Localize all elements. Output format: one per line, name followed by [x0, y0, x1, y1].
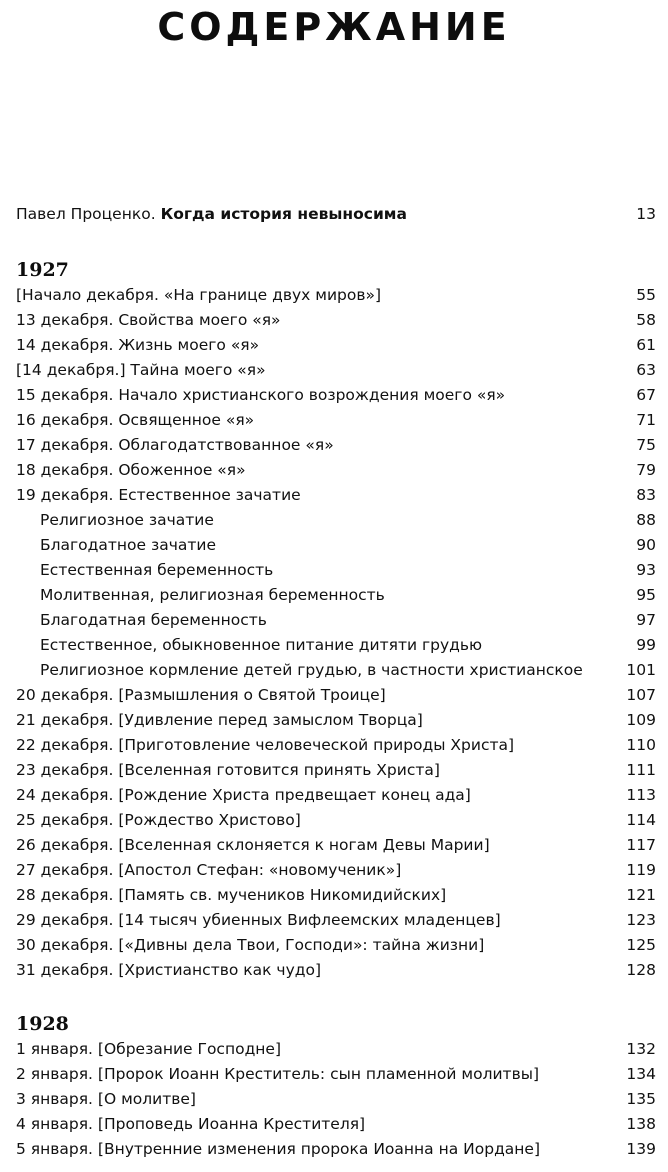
toc-entry-page: 61 [636, 336, 656, 354]
toc-entry-page: 111 [626, 761, 656, 779]
toc-entry [16, 383, 656, 408]
toc-entry-label: 15 декабря. Начало христианского возрождения моего «я» [16, 386, 506, 404]
toc-entry-label: 2 января. [Пророк Иоанн Креститель: сын пламенной молитвы] [16, 1065, 540, 1083]
toc-entry-page: 90 [636, 536, 656, 554]
toc-entry-label: [14 декабря.] Тайна моего «я» [16, 361, 266, 379]
toc-entry-page: 55 [636, 286, 656, 304]
toc-entry-page: 95 [636, 586, 656, 604]
section-1928 [16, 1011, 656, 1162]
toc-entry-label: 25 декабря. [Рождество Христово] [16, 811, 301, 829]
toc-entry-page: 123 [626, 911, 656, 929]
toc-entry-page: 134 [626, 1065, 656, 1083]
toc-entry [16, 433, 656, 458]
toc-entry-label: 13 декабря. Свойства моего «я» [16, 311, 281, 329]
toc-entry-page: 58 [636, 311, 656, 329]
toc-entry-label: 1 января. [Обрезание Господне] [16, 1040, 281, 1058]
toc-entry-page: 109 [626, 711, 656, 729]
toc-entry [16, 483, 656, 508]
toc-entry-label: Религиозное кормление детей грудью, в частности христианское [40, 661, 583, 679]
toc-entry-page: 139 [626, 1140, 656, 1158]
toc-entry [16, 508, 656, 533]
toc-entry-page: 132 [626, 1040, 656, 1058]
toc-entry-page: 75 [636, 436, 656, 454]
intro-entry [16, 202, 656, 227]
toc-entry-list [16, 283, 656, 983]
toc-entry [16, 1062, 656, 1087]
toc-entry [16, 333, 656, 358]
toc-entry-label: 26 декабря. [Вселенная склоняется к ногам Девы Марии] [16, 836, 490, 854]
toc-entry-page: 93 [636, 561, 656, 579]
toc-entry-page: 88 [636, 511, 656, 529]
toc-entry [16, 708, 656, 733]
toc-entry-page: 63 [636, 361, 656, 379]
toc-entry [16, 958, 656, 983]
toc-entry-page: 117 [626, 836, 656, 854]
toc-entry-page: 113 [626, 786, 656, 804]
toc-entry [16, 1112, 656, 1137]
intro-title: Когда история невыносима [160, 205, 407, 223]
toc-entry-label: 16 декабря. Освященное «я» [16, 411, 255, 429]
toc-entry-page: 138 [626, 1115, 656, 1133]
toc-entry-label: 20 декабря. [Размышления о Святой Троице] [16, 686, 386, 704]
toc-entry [16, 683, 656, 708]
toc-entry-page: 97 [636, 611, 656, 629]
toc-entry [16, 858, 656, 883]
toc-entry-label: 18 декабря. Обоженное «я» [16, 461, 246, 479]
toc-entry-label: Естественное, обыкновенное питание дитяти грудью [40, 636, 483, 654]
toc-entry-label: Естественная беременность [40, 561, 274, 579]
toc-entry-page: 67 [636, 386, 656, 404]
toc-entry [16, 633, 656, 658]
section-year: 1927 [16, 259, 69, 281]
toc-entry-label: 3 января. [О молитве] [16, 1090, 196, 1108]
toc-entry-label [16, 202, 407, 227]
toc-entry [16, 883, 656, 908]
toc-entry-page: 83 [636, 486, 656, 504]
toc-entry-label: 27 декабря. [Апостол Стефан: «новомученик»] [16, 861, 402, 879]
toc-entry [16, 408, 656, 433]
toc-entry [16, 308, 656, 333]
toc-entry [16, 202, 656, 227]
toc-entry-label: 31 декабря. [Христианство как чудо] [16, 961, 321, 979]
toc-entry [16, 733, 656, 758]
toc-entry [16, 808, 656, 833]
toc-entry-page: 114 [626, 811, 656, 829]
toc-entry-label: [Начало декабря. «На границе двух миров»] [16, 286, 382, 304]
toc-entry-page: 128 [626, 961, 656, 979]
toc-entry [16, 608, 656, 633]
toc-entry-label: 21 декабря. [Удивление перед замыслом Творца] [16, 711, 423, 729]
toc-entry-label: Благодатное зачатие [40, 536, 217, 554]
toc-entry-page: 101 [626, 661, 656, 679]
toc-entry-label: Благодатная беременность [40, 611, 267, 629]
toc-entry-label: 5 января. [Внутренние изменения пророка Иоанна на Иордане] [16, 1140, 541, 1158]
section-1927 [16, 257, 656, 983]
toc-entry-page: 79 [636, 461, 656, 479]
toc-entry-page: 71 [636, 411, 656, 429]
toc-entry-label: Религиозное зачатие [40, 511, 214, 529]
toc-entry [16, 358, 656, 383]
toc-entry [16, 783, 656, 808]
toc-entry [16, 583, 656, 608]
toc-entry-label: 14 декабря. Жизнь моего «я» [16, 336, 260, 354]
toc-entry [16, 908, 656, 933]
toc-entry-label: Молитвенная, религиозная беременность [40, 586, 385, 604]
toc-entry-label: 30 декабря. [«Дивны дела Твои, Господи»: тайна жизни] [16, 936, 485, 954]
page-title: СОДЕРЖАНИЕ [157, 5, 511, 49]
toc-entry-label: 24 декабря. [Рождение Христа предвещает конец ада] [16, 786, 471, 804]
toc-entry [16, 458, 656, 483]
toc-entry-page: 110 [626, 736, 656, 754]
toc-entry-label: 23 декабря. [Вселенная готовится принять Христа] [16, 761, 440, 779]
toc-entry-page: 107 [626, 686, 656, 704]
intro-author: Павел Проценко. [16, 205, 156, 223]
toc-entry [16, 1137, 656, 1162]
toc-entry-label: 29 декабря. [14 тысяч убиенных Вифлеемских младенцев] [16, 911, 501, 929]
toc-entry [16, 1087, 656, 1112]
toc-entry-page: 99 [636, 636, 656, 654]
section-year: 1928 [16, 1013, 69, 1035]
toc-entry [16, 283, 656, 308]
toc-entry [16, 533, 656, 558]
toc-entry-label: 17 декабря. Облагодатствованное «я» [16, 436, 334, 454]
toc-entry-label: 22 декабря. [Приготовление человеческой природы Христа] [16, 736, 515, 754]
toc-entry-page: 13 [636, 205, 656, 223]
toc-entry-label: 4 января. [Проповедь Иоанна Крестителя] [16, 1115, 366, 1133]
toc-entry-page: 121 [626, 886, 656, 904]
toc-entry-page: 135 [626, 1090, 656, 1108]
toc-entry [16, 658, 656, 683]
toc-entry-label: 19 декабря. Естественное зачатие [16, 486, 301, 504]
toc-entry-list [16, 1037, 656, 1162]
toc-entry [16, 1037, 656, 1062]
toc-entry [16, 933, 656, 958]
toc-entry-page: 125 [626, 936, 656, 954]
toc-entry [16, 558, 656, 583]
toc-entry [16, 758, 656, 783]
toc-entry-label: 28 декабря. [Память св. мучеников Никомидийских] [16, 886, 447, 904]
toc-entry-page: 119 [626, 861, 656, 879]
toc-entry [16, 833, 656, 858]
